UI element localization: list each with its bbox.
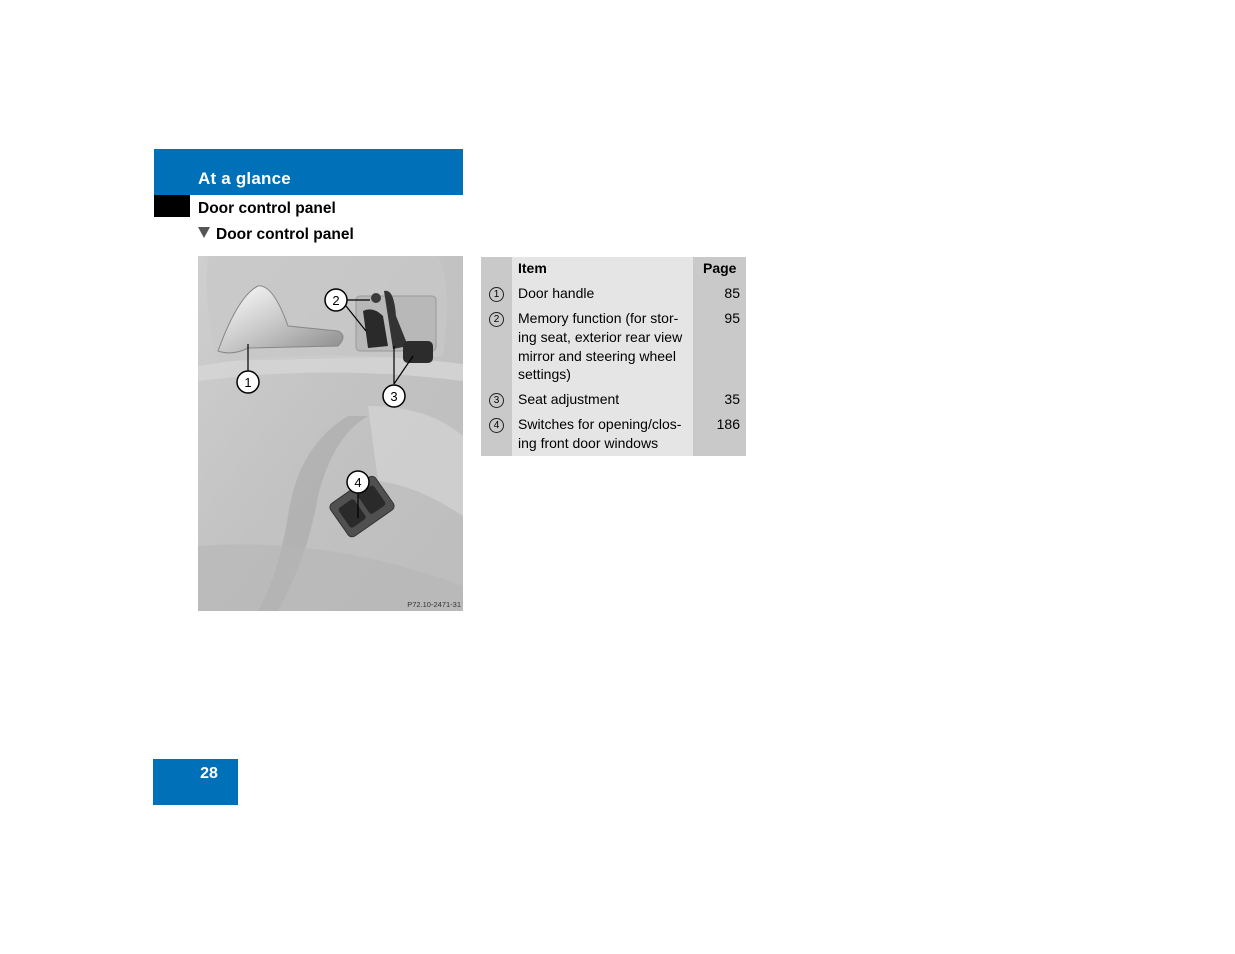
page-number: 28 <box>200 765 218 782</box>
svg-text:3: 3 <box>390 389 398 404</box>
row-3-item: Seat adjustment <box>518 391 620 407</box>
chapter-title: At a glance <box>198 169 291 188</box>
row-1-number: 1 <box>489 287 504 302</box>
svg-text:1: 1 <box>244 375 252 390</box>
row-3-page: 35 <box>724 391 740 407</box>
section-marker <box>154 195 190 217</box>
subsection-heading <box>198 226 354 244</box>
callout-3 <box>383 385 405 407</box>
chapter-header <box>154 149 463 195</box>
row-1-page: 85 <box>724 285 740 301</box>
row-2-item: Memory function (for stor-ing seat, exterior rear view mirror and steering wheel settings) <box>518 310 683 383</box>
row-1-item: Door handle <box>518 285 595 301</box>
section-title: Door control panel <box>198 200 336 217</box>
header-item: Item <box>518 260 547 276</box>
row-2-page: 95 <box>724 310 740 326</box>
svg-text:4: 4 <box>354 475 362 490</box>
row-4-number: 4 <box>489 418 504 433</box>
callout-1 <box>237 371 259 393</box>
svg-text:2: 2 <box>332 293 340 308</box>
triangle-down-icon <box>198 227 210 238</box>
row-4-page: 186 <box>716 416 740 432</box>
legend-table <box>481 257 746 456</box>
door-panel-image <box>198 256 463 611</box>
row-3-number: 3 <box>489 393 504 408</box>
page-number-box <box>153 759 238 805</box>
row-4-item: Switches for opening/clos-ing front door windows <box>518 416 682 451</box>
header-page: Page <box>703 260 737 276</box>
callout-4 <box>347 471 369 493</box>
callout-2 <box>325 289 347 311</box>
figure-code: P72.10-2471-31 <box>407 600 461 609</box>
row-2-number: 2 <box>489 312 504 327</box>
subsection-title: Door control panel <box>216 226 354 243</box>
